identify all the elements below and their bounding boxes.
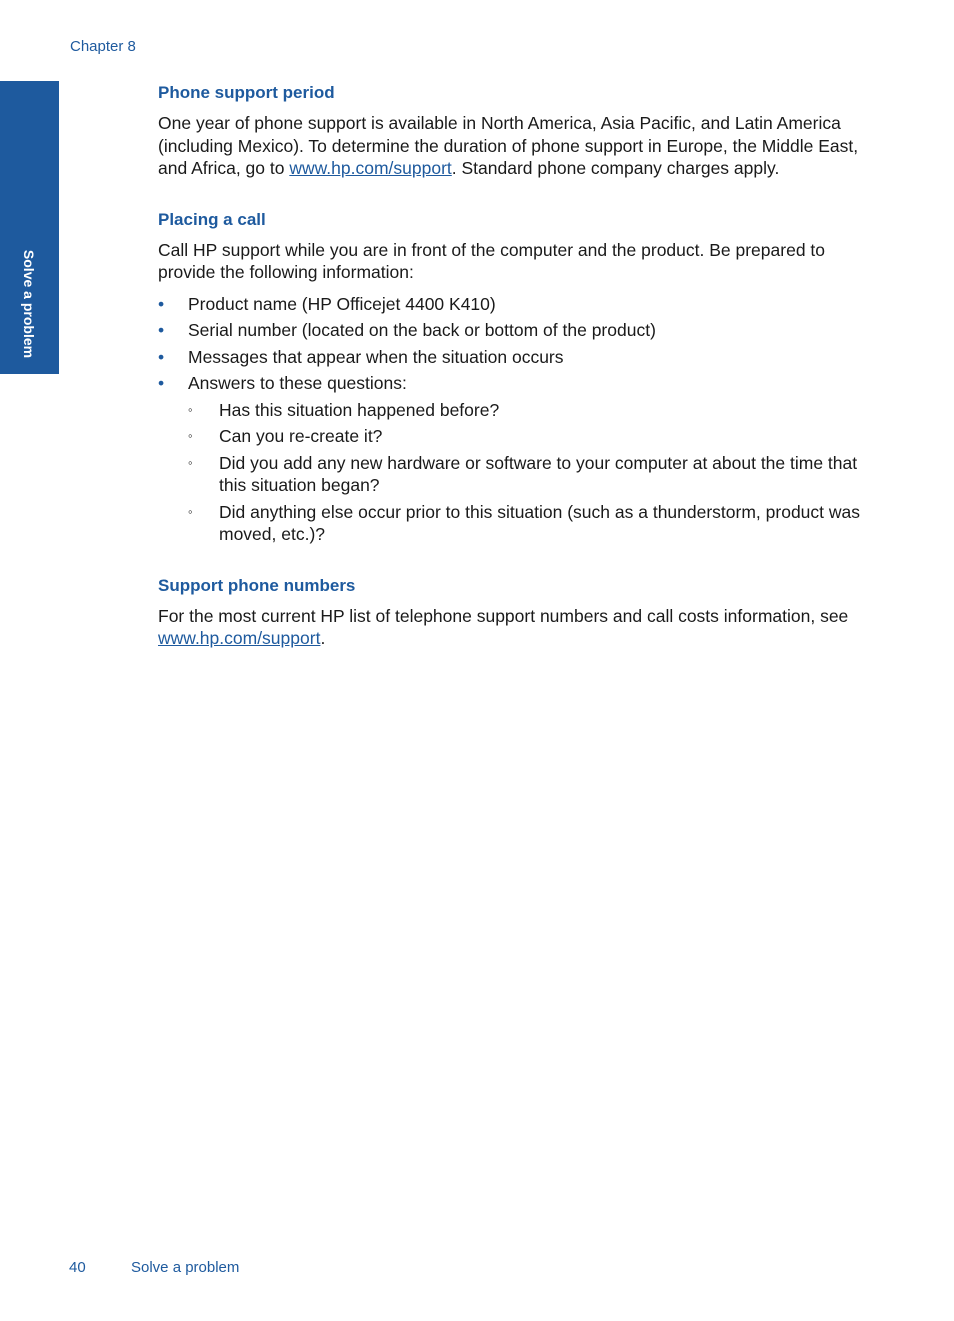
main-content: [158, 82, 870, 650]
sub-list-item: [188, 452, 870, 497]
sub-bullet-icon: ◦: [188, 401, 193, 417]
sub-list-item-text: Has this situation happened before?: [219, 399, 500, 420]
bullet-icon: •: [158, 320, 165, 340]
sub-list-item-text: Did you add any new hardware or software to your computer at about the time that this situation began?: [219, 452, 858, 495]
list-item-text: Product name (HP Officejet 4400 K410): [188, 293, 496, 314]
list-item: [158, 293, 870, 316]
question-list: [188, 399, 870, 546]
sub-list-item-text: Can you re-create it?: [219, 426, 383, 446]
sub-bullet-icon: ◦: [188, 454, 193, 470]
section-support-phone-numbers: [158, 575, 870, 650]
sub-bullet-icon: ◦: [188, 503, 193, 519]
sub-list-item: [188, 425, 870, 448]
list-item: [158, 372, 870, 546]
section-heading: Phone support period: [158, 83, 335, 102]
list-item-text: Messages that appear when the situation occurs: [188, 346, 564, 367]
chapter-label: Chapter 8: [70, 38, 136, 55]
side-tab-label: Solve a problem: [21, 249, 37, 359]
info-list: [158, 293, 870, 546]
paragraph-text: . Standard phone company charges apply.: [451, 158, 780, 178]
paragraph: [158, 605, 870, 650]
paragraph: [158, 112, 870, 180]
paragraph: Call HP support while you are in front of the computer and the product. Be prepared to provide the following information:: [158, 239, 826, 282]
sub-list-item-text: Did anything else occur prior to this situation (such as a thunderstorm, product was moved, etc.)?: [219, 501, 861, 544]
sub-bullet-icon: ◦: [188, 428, 193, 443]
paragraph-text: One year of phone support is available in North America, Asia Pacific, and Latin America (including Mexico). To determine the duration of phone support in Europe, the Middle East, and Africa, go to: [158, 113, 859, 178]
section-placing-a-call: [158, 209, 870, 546]
bullet-icon: •: [158, 373, 165, 393]
section-heading: Placing a call: [158, 209, 266, 229]
section-phone-support-period: [158, 82, 870, 180]
list-item: [158, 319, 870, 342]
paragraph-text: For the most current HP list of telephone support numbers and call costs information, see: [158, 605, 849, 626]
section-heading: Support phone numbers: [158, 575, 356, 595]
bullet-icon: •: [158, 346, 165, 367]
sub-list-item: [188, 501, 870, 546]
list-item: [158, 346, 870, 369]
list-item-text: Answers to these questions:: [188, 373, 407, 393]
sub-list-item: [188, 399, 870, 422]
list-item-text: Serial number (located on the back or bottom of the product): [188, 320, 656, 340]
bullet-icon: •: [158, 293, 165, 314]
paragraph-text: .: [320, 628, 326, 648]
support-link[interactable]: www.hp.com/support: [289, 158, 452, 178]
footer-title: Solve a problem: [131, 1259, 240, 1276]
support-link[interactable]: www.hp.com/support: [158, 628, 321, 648]
footer-page-number: 40: [69, 1259, 86, 1276]
